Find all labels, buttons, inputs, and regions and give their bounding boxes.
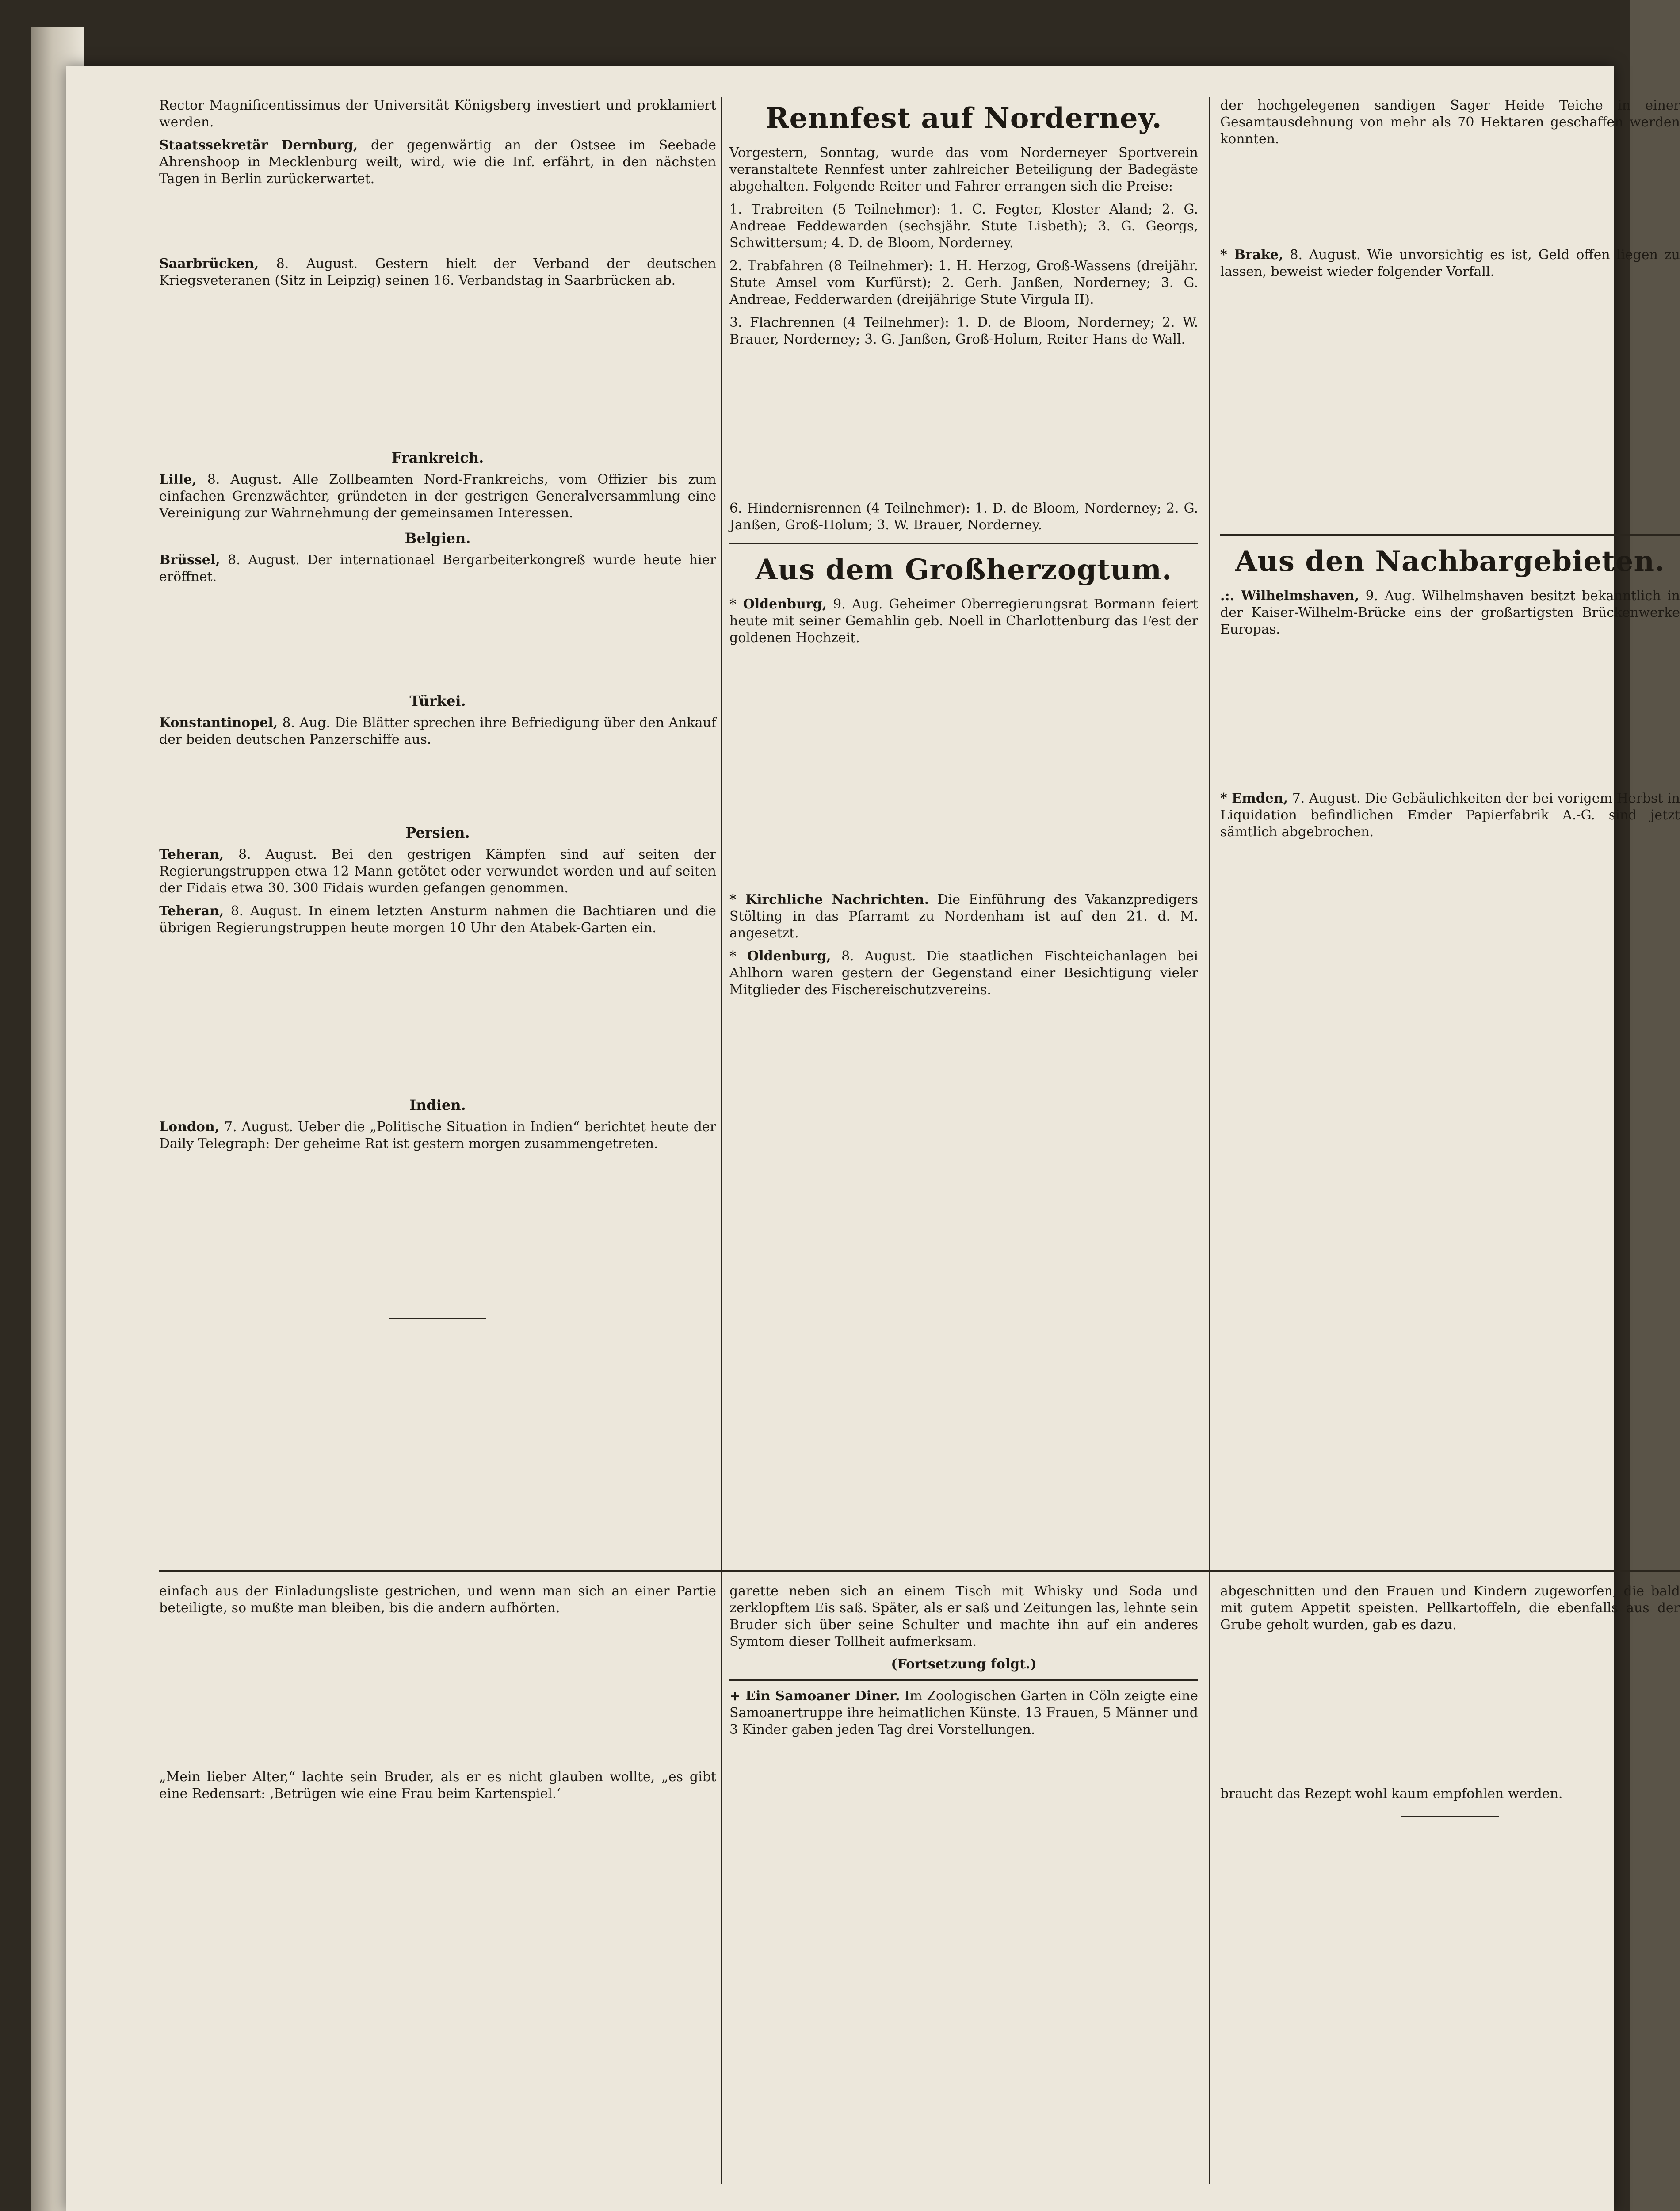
item-text: Die Einführung des Vakanzpredigers Stölting in das Pfarramt zu Nordenham ist auf den 21. d. M. angesetzt. (729, 892, 1198, 941)
paragraph: „Mein lieber Alter,“ lachte sein Bruder, als er es nicht glauben wollte, „es gibt eine Redensart: ‚Betrügen wie eine Frau beim Kartenspiel.‘ (159, 1769, 716, 1802)
column-1 (159, 97, 716, 1332)
paragraph: braucht das Rezept wohl kaum empfohlen werden. (1220, 1786, 1563, 1802)
continuation-note: (Fortsetzung folgt.) (891, 1656, 1037, 1672)
end-rule (1401, 1816, 1499, 1817)
race-result: 1. Trabreiten (5 Teilnehmer): 1. C. Fegter, Kloster Aland; 2. G. Andreae Feddewarden (sechsjähr. Stute Lisbeth); 3. G. Georgs, Schwittersum; 4. D. de Bloom, Norderney. (729, 202, 1198, 251)
race-result: 2. Trabfahren (8 Teilnehmer): 1. H. Herzog, Groß-Wassens (dreijähr. Stute Amsel vom Kurfürst); 2. Gerh. Janßen, Norderney; 3. G. Andreae, Fedderwarden (dreijährige Stute Virgula II). (729, 258, 1198, 307)
feuilleton-column-1 (159, 1583, 716, 1809)
dateline: * Oldenburg, (729, 949, 831, 964)
item-text: 9. Aug. Geheimer Oberregierungsrat Bormann feiert heute mit seiner Gemahlin geb. Noell in Charlottenburg das Fest der goldenen Hochzeit. (729, 597, 1198, 646)
news-item (159, 715, 716, 748)
section-divider (159, 1570, 1680, 1572)
race-result: 6. Hindernisrennen (4 Teilnehmer): 1. D. de Bloom, Norderney; 2. G. Janßen, Groß-Holum; 3. W. Brauer, Norderney. (729, 501, 1198, 533)
news-item (159, 903, 716, 937)
news-item (159, 552, 716, 585)
item-text: 8. August. In einem letzten Ansturm nahmen die Bachtiaren und die übrigen Regierungstruppen heute morgen 10 Uhr den Atabek-Garten ein. (159, 903, 716, 936)
paragraph: Vorgestern, Sonntag, wurde das vom Norderneyer Sportverein veranstaltete Rennfest unter zahlreicher Beteiligung der Badegäste abgehalten. Folgende Reiter und Fahrer errangen sich die Preise: (729, 145, 1198, 194)
column-3 (1220, 97, 1680, 847)
news-item (1220, 790, 1680, 841)
news-item (729, 1688, 1198, 1738)
dateline: Saarbrücken, (159, 256, 259, 272)
section-heading: Belgien. (405, 530, 471, 547)
item-text: 8. August. Die staatlichen Fischteichanlagen bei Ahlhorn waren gestern der Gegenstand einer Besichtigung vieler Mitglieder des Fischereischutzvereins. (729, 949, 1198, 998)
news-item (729, 596, 1198, 646)
item-text: 8. August. Gestern hielt der Verband der deutschen Kriegsveteranen (Sitz in Leipzig) seinen 16. Verbandstag in Saarbrücken ab. (159, 256, 716, 288)
item-text: 8. August. Wie unvorsichtig es ist, Geld offen liegen zu lassen, beweist wieder folgender Vorfall. (1220, 247, 1680, 279)
dateline: * Brake, (1220, 247, 1283, 263)
news-item (159, 846, 716, 897)
dateline: London, (159, 1119, 220, 1135)
item-text: 8. Aug. Die Blätter sprechen ihre Befriedigung über den Ankauf der beiden deutschen Panzerschiffe aus. (159, 715, 716, 747)
article-title: Rennfest auf Norderney. (765, 102, 1162, 135)
news-item (159, 1119, 716, 1152)
news-item (159, 137, 716, 187)
dateline: Konstantinopel, (159, 715, 278, 731)
item-text: 8. August. Der internationael Bergarbeiterkongreß wurde heute hier eröffnet. (159, 552, 716, 585)
paragraph: garette neben sich an einem Tisch mit Whisky und Soda und zerklopftem Eis saß. Später, als er saß und Zeitungen las, lehnte sein Bruder sich über seine Schulter und machte ihn auf ein anderes Symtom dieser Tollheit aufmerksam. (729, 1584, 1198, 1649)
news-item (1220, 247, 1680, 280)
item-text: 7. August. Ueber die „Politische Situation in Indien“ berichtet heute der Daily Telegraph: Der geheime Rat ist gestern morgen zusammengetreten. (159, 1119, 716, 1151)
paragraph: einfach aus der Einladungsliste gestrichen, und wenn man sich an einer Partie beteiligte, so mußte man bleiben, bis die andern aufhörten. (159, 1584, 716, 1616)
dateline: Staatssekretär Dernburg, (159, 138, 358, 153)
end-rule (389, 1318, 486, 1319)
item-text: 8. August. Alle Zollbeamten Nord-Frankreichs, vom Offizier bis zum einfachen Grenzwächter, gründeten in der gestrigen Generalversammlung eine Vereinigung zur Wahrnehmung der gemeinsamen Interessen. (159, 472, 716, 521)
dateline: Teheran, (159, 847, 224, 862)
column-rule (721, 97, 722, 2184)
dateline: .:. Wilhelmshaven, (1220, 588, 1359, 604)
item-text: der gegenwärtig an der Ostsee im Seebade Ahrenshoop in Mecklenburg weilt, wird, wie die Inf. erfährt, in den nächsten Tagen in Berlin zurückerwartet. (159, 138, 716, 187)
dateline: * Emden, (1220, 791, 1288, 806)
news-item (729, 948, 1198, 998)
news-item (159, 471, 716, 522)
item-text: 9. Aug. Wilhelmshaven besitzt bekanntlich in der Kaiser-Wilhelm-Brücke eins der großartigsten Brückenwerke Europas. (1220, 588, 1680, 637)
dateline: Teheran, (159, 903, 224, 919)
news-item (159, 256, 716, 289)
section-heading: Persien. (405, 824, 470, 841)
newspaper-page (66, 66, 1680, 2211)
feuilleton-column-3 (1220, 1583, 1680, 1830)
news-item (1220, 588, 1680, 638)
paragraph: abgeschnitten und den Frauen und Kindern zugeworfen, die bald mit gutem Appetit speisten. Pellkartoffeln, die ebenfalls aus der Grube geholt wurden, gab es dazu. (1220, 1584, 1680, 1633)
section-divider (729, 1679, 1198, 1681)
paragraph: der hochgelegenen sandigen Sager Heide Teiche in einer Gesamtausdehnung von mehr als 70 Hektaren geschaffen werden konnten. (1220, 98, 1680, 147)
section-heading: Frankreich. (391, 449, 484, 466)
section-heading: Indien. (409, 1097, 466, 1113)
dateline: Brüssel, (159, 552, 220, 568)
race-result: 3. Flachrennen (4 Teilnehmer): 1. D. de Bloom, Norderney; 2. W. Brauer, Norderney; 3. G. Janßen, Groß-Holum, Reiter Hans de Wall. (729, 315, 1198, 347)
dateline: * Kirchliche Nachrichten. (729, 892, 929, 907)
dateline: * Oldenburg, (729, 597, 827, 612)
item-text: Im Zoologischen Garten in Cöln zeigte eine Samoanertruppe ihre heimatlichen Künste. 13 Frauen, 5 Männer und 3 Kinder gaben jeden Tag drei Vorstellungen. (729, 1688, 1198, 1737)
item-text: 7. August. Die Gebäulichkeiten der bei vorigem Herbst in Liquidation befindlichen Emder Papierfabrik A.-G. sind jetzt sämtlich abgebrochen. (1220, 791, 1680, 840)
dateline: + Ein Samoaner Diner. (729, 1688, 900, 1704)
column-rule (1209, 97, 1210, 2184)
section-divider (1220, 534, 1680, 536)
section-heading: Türkei. (409, 692, 466, 709)
section-title: Aus dem Großherzogtum. (755, 553, 1172, 586)
column-2 (729, 97, 1198, 1005)
paragraph: Rector Magnificentissimus der Universität Königsberg investiert und proklamiert werden. (159, 98, 716, 130)
news-item (729, 891, 1198, 942)
section-divider (729, 543, 1198, 544)
feuilleton-column-2 (729, 1583, 1198, 1744)
dateline: Lille, (159, 472, 197, 487)
item-text: 8. August. Bei den gestrigen Kämpfen sind auf seiten der Regierungstruppen etwa 12 Mann getötet oder verwundet worden und auf seiten der Fidais etwa 30. 300 Fidais wurden gefangen genommen. (159, 847, 716, 896)
section-title: Aus den Nachbargebieten. (1235, 545, 1665, 578)
